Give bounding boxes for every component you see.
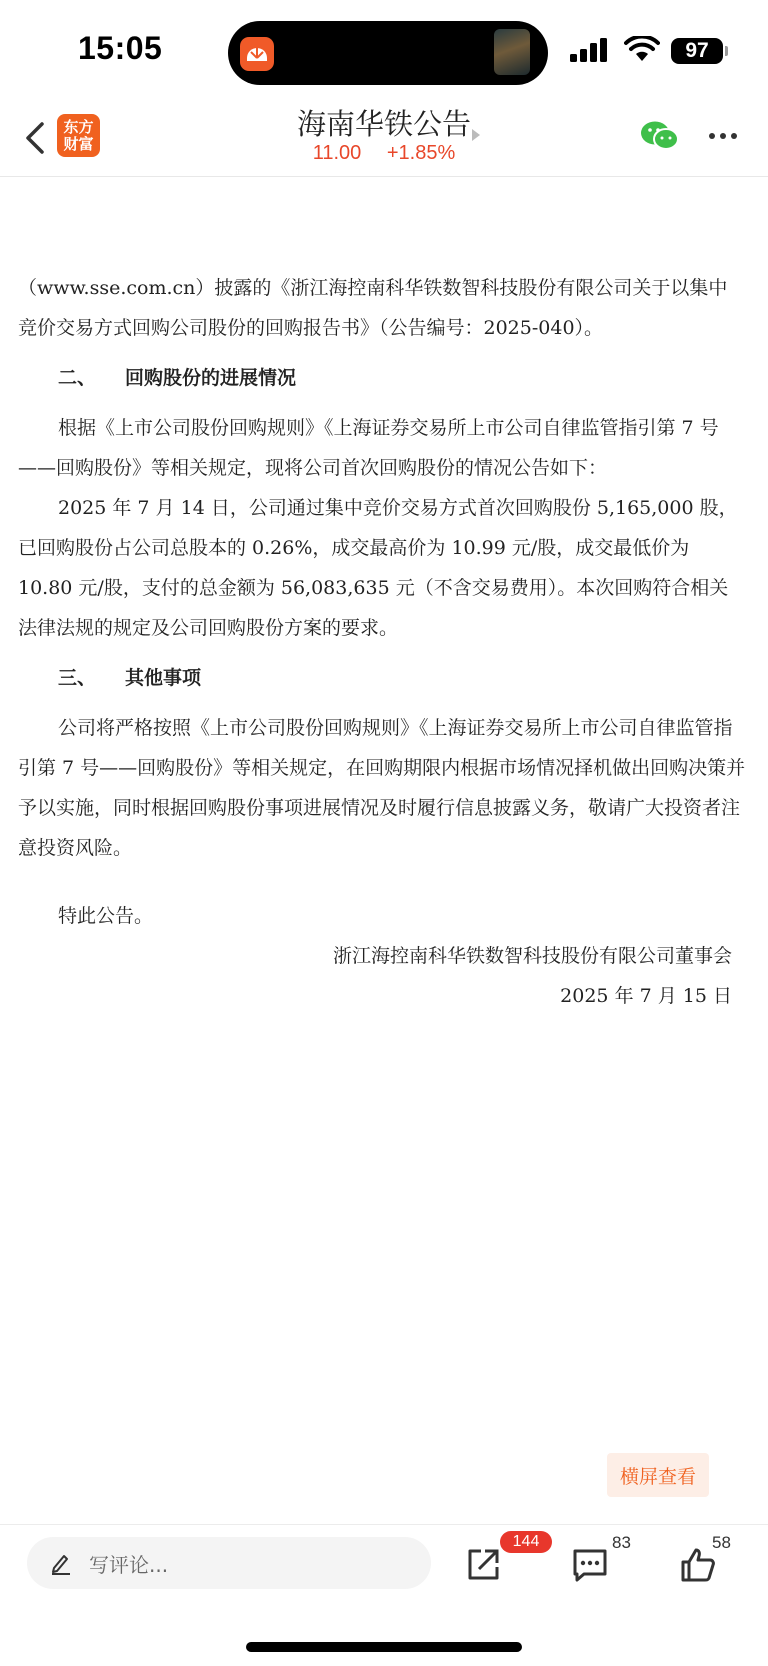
home-indicator[interactable] <box>246 1642 522 1652</box>
play-triangle-icon <box>471 128 481 142</box>
now-playing-artwork <box>494 29 530 75</box>
brand-logo-line1: 东方 <box>63 117 94 136</box>
wifi-icon <box>624 36 660 62</box>
section-number: 三、 <box>58 667 97 689</box>
comment-count: 83 <box>612 1533 631 1552</box>
paragraph-commitment: 公司将严格按照《上市公司股份回购规则》《上海证券交易所上市公司自律监管指引第 7 号——回购股份》等相关规定，在回购期限内根据市场情况择机做出回购决策并予以实施，同时根据回购股份事项进展情况及时履行信息披露义务，敬请广大投资者注意投资风险。 <box>18 717 746 859</box>
signer: 浙江海控南科华铁数智科技股份有限公司董事会 <box>332 945 732 967</box>
section-title: 其他事项 <box>125 667 202 689</box>
share-icon[interactable] <box>465 1547 501 1583</box>
paragraph-closing: 特此公告。 <box>58 905 154 927</box>
announcement-body <box>18 268 746 1016</box>
comment-input[interactable] <box>27 1537 431 1589</box>
section-heading-other <box>18 658 746 698</box>
like-count: 58 <box>712 1533 731 1552</box>
more-options-icon[interactable] <box>708 132 738 140</box>
section-title: 回购股份的进展情况 <box>125 367 297 389</box>
section-number: 二、 <box>58 367 97 389</box>
landscape-view-button[interactable]: 横屏查看 <box>607 1453 709 1497</box>
section-heading-progress <box>18 358 746 398</box>
announcement-date: 2025 年 7 月 15 日 <box>560 985 732 1007</box>
stock-change: +1.85% <box>386 142 456 164</box>
comment-placeholder: 写评论... <box>89 1552 169 1577</box>
battery-tip <box>725 46 728 56</box>
share-count-badge: 144 <box>500 1531 552 1553</box>
stock-price: 11.00 <box>312 142 362 164</box>
bottom-action-bar <box>0 1524 768 1666</box>
brand-logo-line2: 财富 <box>63 134 94 153</box>
thumbs-up-icon[interactable] <box>680 1547 716 1583</box>
comment-icon[interactable] <box>572 1547 608 1583</box>
cellular-signal-icon <box>570 38 610 62</box>
paragraph-disclosure: （www.sse.com.cn）披露的《浙江海控南科华铁数智科技股份有限公司关于以集中竞价交易方式回购公司股份的回购报告书》（公告编号：2025-040）。 <box>18 277 728 339</box>
nav-bar <box>0 100 768 177</box>
dynamic-island <box>228 21 548 85</box>
status-bar <box>0 0 768 100</box>
status-time: 15:05 <box>78 30 163 66</box>
wechat-share-icon[interactable] <box>640 120 680 152</box>
pen-icon <box>49 1551 73 1575</box>
battery-indicator: 97 <box>671 38 723 64</box>
app-activity-icon <box>240 37 274 71</box>
page-title: 海南华铁公告 <box>296 107 471 141</box>
paragraph-rules: 根据《上市公司股份回购规则》《上海证券交易所上市公司自律监管指引第 7 号——回购股份》等相关规定，现将公司首次回购股份的情况公告如下： <box>18 417 719 479</box>
paragraph-repurchase-details: 2025 年 7 月 14 日，公司通过集中竞价交易方式首次回购股份 5,165,000 股，已回购股份占公司总股本的 0.26%，成交最高价为 10.99 元/股，成交最低价为 10.80 元/股，支付的总金额为 56,083,635 元（不含交易费用）。本次回购符合相关法律法规的规定及公司回购股份方案的要求。 <box>18 497 738 639</box>
